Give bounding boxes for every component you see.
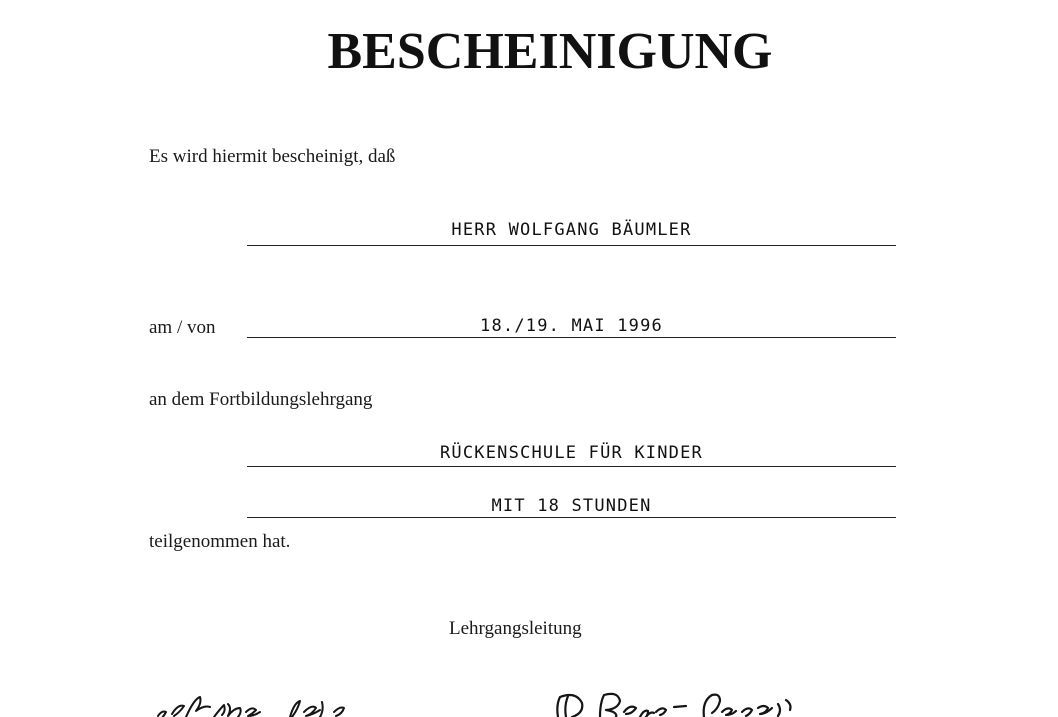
course-label: an dem Fortbildungslehrgang: [149, 389, 373, 410]
closing-text: teilgenommen hat.: [149, 531, 291, 552]
course-title: RÜCKENSCHULE FÜR KINDER: [439, 443, 703, 463]
course-date: 18./19. MAI 1996: [480, 316, 663, 336]
signature-left: [158, 697, 344, 717]
signature-caption: Lehrgangsleitung: [449, 618, 582, 639]
participant-name: HERR WOLFGANG BÄUMLER: [451, 220, 692, 240]
certificate-title: BESCHEINIGUNG: [327, 23, 773, 80]
intro-text: Es wird hiermit bescheinigt, daß: [149, 146, 396, 167]
signature-right: [557, 694, 790, 717]
date-label: am / von: [149, 317, 216, 338]
course-hours: MIT 18 STUNDEN: [491, 496, 652, 516]
